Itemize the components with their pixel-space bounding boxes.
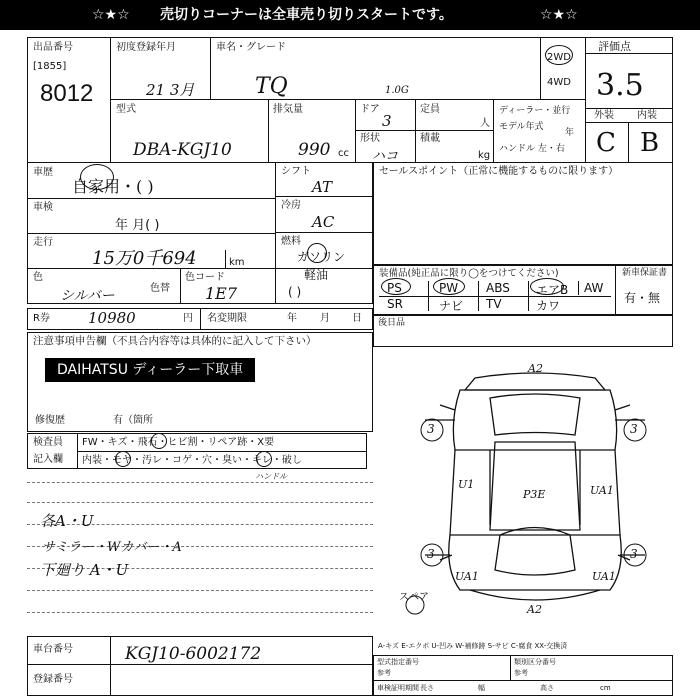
inspector-dirt-circle [115,451,131,467]
inspector-row2: 内装・モヤ・汚レ・コゲ・穴・臭い・キレ・破し [82,455,302,466]
car-label: 車名・グレード [216,42,286,53]
handwritten-line3: 下廻り A・U [40,561,129,579]
equip-ps-circle [381,278,411,295]
drive-circle [545,45,573,65]
chassis-value: KGJ10-6002172 [125,644,262,664]
equip-abs: ABS [486,281,510,295]
rear-items-label: 後日品 [378,318,406,328]
fuel-gasoline: ガソリン [297,250,346,264]
score-value: 3.5 [596,68,644,103]
color-code: 1E7 [205,284,238,303]
ac-label: 冷房 [281,200,301,211]
diag-spare: スペア [399,592,429,603]
equip-leather: カワ [536,299,561,313]
form-ref2: 参考 [514,669,528,677]
newcar-warranty-label: 新車保証書 [622,268,668,278]
fuel-other: ( ) [288,285,302,299]
form-cert: 車検証明期間 [377,684,419,692]
equip-tv: TV [486,297,502,311]
handwritten-line2: サミラー・Wカバー・A [42,540,182,555]
notes-banner: DAIHATSU ディーラー下取車 [45,358,255,382]
ac-value: AC [312,213,335,231]
diag-rrr: UA1 [592,570,616,583]
diag-lf: 3 [427,422,435,436]
shaken-label: 車検 [33,202,53,213]
top-info-box [27,37,673,163]
chassis-label: 車台番号 [33,644,73,655]
notes-label: 注意事項申告欄（不具合内容等は具体的に記入して下さい） [33,335,317,347]
displacement-label: 排気量 [273,104,303,115]
form-width: 幅 [478,684,485,692]
header-title: 売切りコーナーは全車売り切りスタートです。 [160,7,453,23]
damage-marks [406,419,646,614]
form-ref: 参考 [377,669,391,677]
equip-airbag-circle [530,278,564,295]
capacity-label: 定員 [420,104,440,115]
handwritten-line1: 各A・U [40,512,94,530]
shape-label: 形状 [360,133,380,144]
displacement-unit: cc [338,148,349,159]
lot-label: 出品番号 [33,42,73,53]
newcar-warranty-value: 有・無 [624,291,661,305]
mileage-label: 走行 [33,237,53,248]
shift-label: シフト [281,166,311,177]
diag-roof: P3E [523,488,546,501]
inspector-chip-circle [151,433,167,449]
fuel-diesel: 軽油 [304,268,329,282]
history-value: 自家用・( ) [72,177,154,196]
history-circle [80,164,114,190]
name-change-label: 名変期限 [207,313,247,324]
equip-pw: PW [439,281,459,295]
recycle-unit: 円 [183,313,193,324]
doors-label: ドア [360,104,380,115]
rear-items-box [373,315,673,347]
inspector-label2: 記入欄 [33,454,63,465]
drive-4wd: 4WD [547,77,571,88]
fuel-circle [307,243,327,263]
score-int-label: 内装 [637,110,657,121]
lot-number: 8012 [40,80,94,107]
repair-value: 有（箇所 [113,415,153,426]
diag-right: UA1 [590,484,614,497]
diag-lrr: UA1 [455,570,479,583]
history-label: 車歴 [33,167,53,178]
equip-label: 装備品(純正品に限り◯をつけてください) [379,268,559,279]
mileage-value: 15万0千694 [92,248,197,269]
equip-sr: SR [387,297,403,311]
fuel-label: 燃料 [281,236,301,247]
name-change-year: 年 [287,313,297,324]
drive-2wd: 2WD [547,52,571,63]
reg-label: 初度登録年月 [116,42,176,53]
equip-aw: AW [584,281,604,295]
diag-bottom: A2 [527,603,542,616]
doors-value: 3 [382,112,392,130]
car-name: TQ [255,74,288,99]
dealer-handle: ハンドル 左・右 [499,144,565,154]
header-bar [0,0,700,30]
shape-value: ハコ [372,149,399,164]
model-label: 型式 [116,104,136,115]
displacement-value: 990 [298,140,331,160]
color-change-label: 色替 [150,283,170,294]
sales-point-box [373,162,673,265]
form-cm: cm [600,684,611,692]
registration-label: 登録番号 [33,674,73,685]
legend: A-キズ E-エクボ U-凹み W-補修跡 S-サビ C-腐食 XX-交換済 [378,642,568,650]
recycle-label: R券 [33,313,50,324]
inspector-smell-circle [256,451,272,467]
model-value: DBA-KGJ10 [133,140,232,160]
notes-box [27,332,373,432]
score-ext: C [596,128,616,158]
sales-label: セールスポイント（正常に機能するものに限ります） [379,166,619,177]
score-int: B [640,128,660,158]
score-label: 評価点 [598,40,631,53]
header-stars-right: ☆★☆ [540,7,578,23]
load-label: 積載 [420,133,440,144]
inspector-label: 検査員 [33,437,63,448]
score-ext-label: 外装 [594,110,614,121]
form-height: 高さ [540,684,554,692]
form-long: 長さ [420,684,434,692]
recycle-value: 10980 [88,309,136,327]
diag-rr: 3 [630,547,638,561]
name-change-month: 月 [320,313,330,324]
shift-value: AT [312,178,333,196]
diag-left: U1 [458,478,475,491]
mileage-unit: km [229,257,245,268]
dealer-model-year: モデル年式 [499,122,544,132]
load-unit: kg [478,150,491,161]
diag-rf: 3 [630,422,638,436]
equip-airbag: エアB [536,283,569,297]
car-grade: 1.0G [385,85,409,96]
color-value: シルバー [60,288,115,304]
capacity-unit: 人 [480,118,490,129]
header-stars-left: ☆★☆ [92,7,130,23]
inspector-note: ハンドル [255,472,287,481]
inspector-row1: FW・キズ・飛石・ヒビ割・リペア跡・X要 [82,437,275,448]
diag-lr: 3 [427,547,435,561]
reg-value: 21 3月 [146,81,195,99]
equip-navi: ナビ [439,299,464,313]
shaken-value: 年 月( ) [115,218,160,233]
color-label: 色 [33,272,43,283]
equip-ps: PS [387,281,402,295]
form-class-label: 類別区分番号 [514,658,556,666]
color-code-label: 色コード [185,272,225,283]
name-change-day: 日 [352,313,362,324]
equip-pw-circle [433,278,465,295]
form-label: 型式指定番号 [377,658,419,666]
lot-sub: [1855] [33,61,67,72]
repair-label: 修復歴 [35,415,65,426]
diag-top: A2 [528,362,543,375]
dealer-year-unit: 年 [565,128,575,138]
dealer-label: ディーラー・並行 [499,106,571,116]
